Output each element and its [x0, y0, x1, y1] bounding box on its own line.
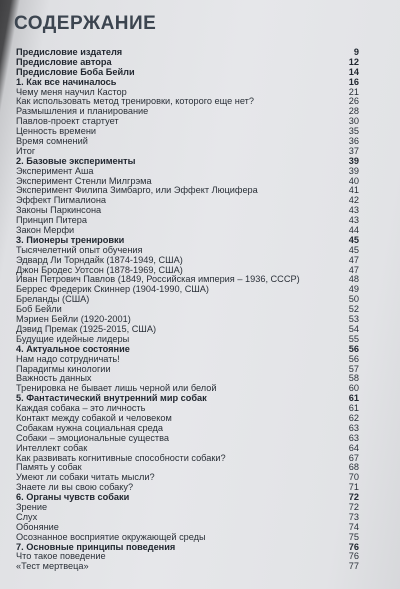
- toc-page-number: 63: [348, 422, 359, 433]
- toc-entry-label: Обоняние: [16, 521, 59, 532]
- toc-entry-label: Тренировка не бывает лишь черной или белой: [16, 383, 217, 394]
- toc-entry-label: Предисловие автора: [16, 56, 112, 67]
- toc-page-number: 43: [348, 205, 359, 216]
- toc-entry-label: Итог: [16, 145, 36, 156]
- toc-page-number: 60: [348, 383, 359, 394]
- toc-entry-label: Ценность времени: [16, 126, 97, 137]
- toc-entry-label: Закон Мерфи: [16, 225, 75, 236]
- toc-page-number: 58: [348, 373, 359, 384]
- toc-page-number: 47: [348, 254, 359, 265]
- toc-list: [16, 48, 359, 572]
- toc-page-number: 62: [348, 412, 359, 423]
- toc-page-number: 39: [348, 165, 359, 176]
- toc-page-number: 67: [348, 452, 359, 463]
- toc-entry-label: Контакт между собакой и человеком: [16, 412, 172, 423]
- toc-entry-label: Умеют ли собаки читать мысли?: [16, 472, 155, 483]
- toc-entry-label: Боб Бейли: [16, 304, 62, 315]
- toc-page-number: 73: [348, 511, 359, 522]
- toc-entry-label: Принцип Питера: [16, 215, 88, 226]
- toc-page-number: 28: [348, 106, 359, 117]
- toc-page-number: 41: [348, 185, 359, 196]
- toc-page-number: 68: [348, 462, 359, 473]
- toc-entry-label: Память у собак: [16, 462, 82, 473]
- toc-entry-label: Тысячелетний опыт обучения: [16, 244, 143, 255]
- toc-page-number: 16: [348, 76, 359, 87]
- toc-page-number: 77: [348, 561, 359, 572]
- toc-page-number: 53: [348, 314, 359, 325]
- toc-page-number: 61: [348, 403, 359, 414]
- toc-page-number: 14: [348, 66, 359, 77]
- toc-entry-label: Слух: [16, 511, 38, 522]
- toc-entry-label: Бреланды (США): [16, 294, 90, 305]
- toc-page-number: 43: [348, 215, 359, 226]
- toc-entry-label: 6. Органы чувств собаки: [16, 492, 130, 503]
- toc-page-number: 52: [348, 304, 359, 315]
- toc-page-number: 63: [348, 432, 359, 443]
- toc-page-number: 21: [348, 86, 359, 97]
- toc-entry-label: Мэриен Бейли (1920-2001): [16, 314, 131, 325]
- toc-page-number: 48: [348, 274, 359, 285]
- toc-page-number: 57: [348, 363, 359, 374]
- toc-page-number: 47: [348, 264, 359, 275]
- toc-entry-label: Знаете ли вы свою собаку?: [16, 482, 134, 493]
- toc-entry-label: Джон Бродес Уотсон (1878-1969, США): [16, 264, 183, 275]
- toc-page-number: 74: [348, 521, 359, 532]
- toc-entry-label: Павлов-проект стартует: [16, 116, 119, 127]
- toc-entry-row: [16, 513, 359, 523]
- toc-page-number: 39: [348, 155, 359, 166]
- toc-entry-label: Каждая собака – это личность: [16, 403, 146, 414]
- toc-page-number: 75: [348, 531, 359, 542]
- toc-entry-row: [16, 295, 359, 305]
- toc-entry-label: Как развивать когнитивные способности собаки?: [16, 452, 226, 463]
- toc-entry-label: 3. Пионеры тренировки: [16, 234, 125, 245]
- toc-entry-row: [16, 562, 359, 572]
- toc-entry-label: Собаки – эмоциональные существа: [16, 432, 170, 443]
- toc-entry-label: 7. Основные принципы поведения: [16, 541, 176, 552]
- toc-entry-row: [16, 137, 359, 147]
- toc-page-number: 71: [348, 482, 359, 493]
- toc-page-number: 45: [348, 244, 359, 255]
- toc-entry-label: Размышления и планирование: [16, 106, 149, 117]
- toc-page-number: 54: [348, 323, 359, 334]
- toc-entry-label: 2. Базовые эксперименты: [16, 155, 136, 166]
- toc-page-number: 72: [348, 501, 359, 512]
- toc-page-number: 49: [348, 284, 359, 295]
- toc-entry-label: Собакам нужна социальная среда: [16, 422, 164, 433]
- toc-page-number: 45: [348, 234, 359, 245]
- toc-page-number: 40: [348, 175, 359, 186]
- toc-page-number: 35: [348, 126, 359, 137]
- toc-entry-label: 1. Как все начиналось: [16, 76, 117, 87]
- toc-page-number: 76: [348, 551, 359, 562]
- toc-entry-label: Предисловие издателя: [16, 47, 123, 57]
- toc-page-number: 42: [348, 195, 359, 206]
- toc-entry-label: Эдвард Ли Торндайк (1874-1949, США): [16, 254, 183, 265]
- toc-entry-label: Дэвид Премак (1925-2015, США): [16, 323, 157, 334]
- toc-entry-label: Время сомнений: [16, 136, 88, 147]
- toc-entry-label: Важность данных: [16, 373, 92, 384]
- toc-page-number: 70: [348, 472, 359, 483]
- toc-entry-label: «Тест мертвеца»: [16, 561, 89, 572]
- toc-page-number: 72: [348, 492, 359, 503]
- toc-entry-label: Законы Паркинсона: [16, 205, 102, 216]
- page-title: СОДЕРЖАНИЕ: [14, 13, 157, 34]
- toc-entry-label: Эксперимент Филипа Зимбарго, или Эффект Люцифера: [16, 185, 258, 196]
- toc-page-number: 30: [348, 116, 359, 127]
- toc-entry-label: Эксперимент Стенли Милгрэма: [16, 175, 152, 186]
- toc-entry-label: Эффект Пигмалиона: [16, 195, 107, 206]
- toc-entry-label: Как использовать метод тренировки, которого еще нет?: [16, 96, 254, 107]
- toc-page-number: 61: [348, 393, 359, 404]
- toc-entry-label: Предисловие Боба Бейли: [16, 66, 135, 77]
- toc-entry-row: [16, 503, 359, 513]
- toc-entry-label: Чему меня научил Кастор: [16, 86, 127, 97]
- book-page: [10, 0, 400, 589]
- toc-entry-label: Парадигмы кинологии: [16, 363, 111, 374]
- toc-entry-label: 4. Актуальное состояние: [16, 343, 130, 354]
- toc-page-number: 55: [348, 333, 359, 344]
- toc-entry-label: Осознанное восприятие окружающей среды: [16, 531, 206, 542]
- toc-entry-label: Нам надо сотрудничать!: [16, 353, 120, 364]
- toc-entry-label: Что такое поведение: [16, 551, 106, 562]
- toc-entry-label: Зрение: [16, 501, 48, 512]
- toc-page-number: 26: [348, 96, 359, 107]
- toc-entry-label: Интеллект собак: [16, 442, 88, 453]
- toc-page-number: 50: [348, 294, 359, 305]
- toc-page-number: 56: [348, 353, 359, 364]
- toc-entry-label: Беррес Фредерик Скиннер (1904-1990, США): [16, 284, 209, 295]
- toc-page-number: 12: [348, 56, 359, 67]
- toc-page-number: 37: [348, 145, 359, 156]
- toc-entry-label: Будущие идейные лидеры: [16, 333, 130, 344]
- toc-entry-label: 5. Фантастический внутренний мир собак: [16, 393, 207, 404]
- toc-page-number: 36: [348, 136, 359, 147]
- toc-page-number: 64: [348, 442, 359, 453]
- toc-page-number: 56: [348, 343, 359, 354]
- toc-entry-label: Эксперимент Аша: [16, 165, 94, 176]
- toc-page-number: 76: [348, 541, 359, 552]
- toc-page-number: 44: [348, 225, 359, 236]
- toc-entry-label: Иван Петрович Павлов (1849, Российская империя – 1936, СССР): [16, 274, 300, 285]
- toc-chapter-row: [16, 493, 359, 503]
- toc-page-number: 9: [353, 47, 359, 57]
